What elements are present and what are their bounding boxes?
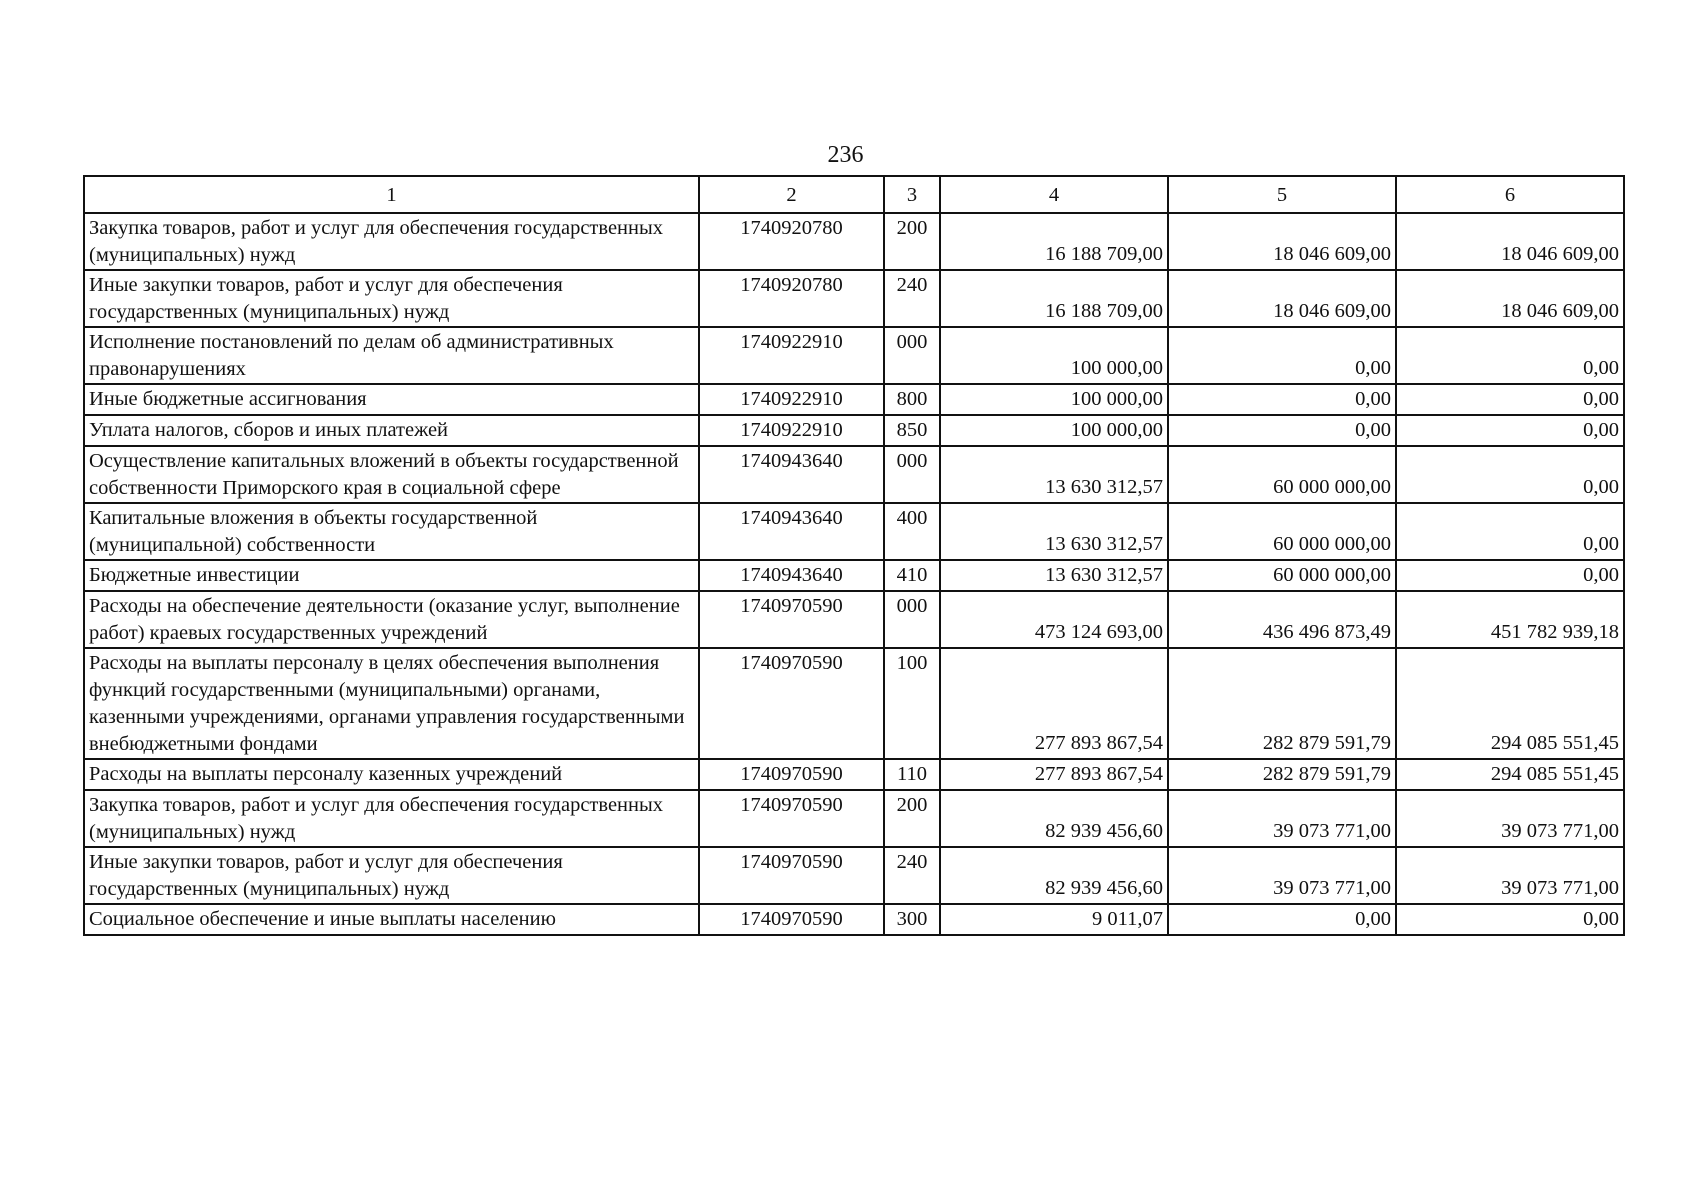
row-value-6-cell: 39 073 771,00 — [1396, 790, 1624, 847]
row-value-4-cell: 82 939 456,60 — [940, 847, 1168, 904]
row-value-6-cell: 294 085 551,45 — [1396, 648, 1624, 759]
row-value-5-cell: 18 046 609,00 — [1168, 270, 1396, 327]
table-row — [84, 790, 1624, 847]
row-value-4-cell: 100 000,00 — [940, 327, 1168, 384]
row-code-cell: 1740970590 — [699, 648, 884, 759]
row-code-cell: 1740922910 — [699, 415, 884, 446]
row-code-cell: 1740943640 — [699, 503, 884, 560]
row-value-5-cell: 0,00 — [1168, 327, 1396, 384]
row-code-cell: 1740943640 — [699, 560, 884, 591]
row-value-5-cell: 18 046 609,00 — [1168, 213, 1396, 270]
row-type-cell: 410 — [884, 560, 940, 591]
row-value-4-cell: 13 630 312,57 — [940, 503, 1168, 560]
row-code-cell: 1740922910 — [699, 327, 884, 384]
row-code-cell: 1740970590 — [699, 591, 884, 648]
row-name-cell: Закупка товаров, работ и услуг для обеспечения государственных (муниципальных) нужд — [84, 213, 699, 270]
row-type-cell: 850 — [884, 415, 940, 446]
row-value-4-cell: 9 011,07 — [940, 904, 1168, 935]
column-header: 5 — [1168, 176, 1396, 213]
row-code-cell: 1740970590 — [699, 847, 884, 904]
row-value-6-cell: 451 782 939,18 — [1396, 591, 1624, 648]
table-row — [84, 759, 1624, 790]
row-code-cell: 1740970590 — [699, 790, 884, 847]
table-row — [84, 648, 1624, 759]
table-row — [84, 415, 1624, 446]
row-value-5-cell: 60 000 000,00 — [1168, 503, 1396, 560]
row-type-cell: 800 — [884, 384, 940, 415]
row-value-4-cell: 473 124 693,00 — [940, 591, 1168, 648]
row-value-5-cell: 0,00 — [1168, 384, 1396, 415]
row-value-6-cell: 18 046 609,00 — [1396, 213, 1624, 270]
table-row — [84, 327, 1624, 384]
row-value-6-cell: 0,00 — [1396, 446, 1624, 503]
row-type-cell: 240 — [884, 270, 940, 327]
table-body — [84, 213, 1624, 935]
row-value-5-cell: 0,00 — [1168, 904, 1396, 935]
row-type-cell: 200 — [884, 213, 940, 270]
row-value-4-cell: 82 939 456,60 — [940, 790, 1168, 847]
column-header: 4 — [940, 176, 1168, 213]
row-value-5-cell: 60 000 000,00 — [1168, 560, 1396, 591]
row-type-cell: 100 — [884, 648, 940, 759]
row-value-6-cell: 39 073 771,00 — [1396, 847, 1624, 904]
column-header: 3 — [884, 176, 940, 213]
row-type-cell: 110 — [884, 759, 940, 790]
row-type-cell: 240 — [884, 847, 940, 904]
row-type-cell: 300 — [884, 904, 940, 935]
row-value-5-cell: 0,00 — [1168, 415, 1396, 446]
row-value-5-cell: 39 073 771,00 — [1168, 790, 1396, 847]
row-name-cell: Уплата налогов, сборов и иных платежей — [84, 415, 699, 446]
row-value-6-cell: 0,00 — [1396, 415, 1624, 446]
row-type-cell: 000 — [884, 591, 940, 648]
row-value-6-cell: 0,00 — [1396, 503, 1624, 560]
row-value-4-cell: 277 893 867,54 — [940, 648, 1168, 759]
table-row — [84, 213, 1624, 270]
row-value-6-cell: 0,00 — [1396, 384, 1624, 415]
row-value-5-cell: 436 496 873,49 — [1168, 591, 1396, 648]
table-row — [84, 560, 1624, 591]
row-value-4-cell: 16 188 709,00 — [940, 213, 1168, 270]
row-type-cell: 000 — [884, 327, 940, 384]
row-value-5-cell: 60 000 000,00 — [1168, 446, 1396, 503]
row-value-6-cell: 0,00 — [1396, 904, 1624, 935]
row-value-5-cell: 282 879 591,79 — [1168, 648, 1396, 759]
table-row — [84, 847, 1624, 904]
row-name-cell: Осуществление капитальных вложений в объекты государственной собственности Приморского края в социальной сфере — [84, 446, 699, 503]
table-row — [84, 270, 1624, 327]
table-row — [84, 591, 1624, 648]
row-code-cell: 1740920780 — [699, 213, 884, 270]
column-header: 6 — [1396, 176, 1624, 213]
row-value-4-cell: 100 000,00 — [940, 415, 1168, 446]
row-value-4-cell: 13 630 312,57 — [940, 446, 1168, 503]
row-name-cell: Расходы на выплаты персоналу в целях обеспечения выполнения функций государственными (муниципальными) органами, казенными учреждениями, органами управления государственными внебюджетными фондами — [84, 648, 699, 759]
row-name-cell: Иные закупки товаров, работ и услуг для обеспечения государственных (муниципальных) нужд — [84, 847, 699, 904]
row-value-6-cell: 0,00 — [1396, 327, 1624, 384]
row-name-cell: Бюджетные инвестиции — [84, 560, 699, 591]
column-header: 2 — [699, 176, 884, 213]
row-type-cell: 000 — [884, 446, 940, 503]
budget-table — [83, 175, 1625, 936]
header-row — [84, 176, 1624, 213]
row-name-cell: Закупка товаров, работ и услуг для обеспечения государственных (муниципальных) нужд — [84, 790, 699, 847]
table-row — [84, 503, 1624, 560]
row-value-5-cell: 39 073 771,00 — [1168, 847, 1396, 904]
row-type-cell: 400 — [884, 503, 940, 560]
column-header: 1 — [84, 176, 699, 213]
table-row — [84, 904, 1624, 935]
row-value-6-cell: 18 046 609,00 — [1396, 270, 1624, 327]
row-code-cell: 1740943640 — [699, 446, 884, 503]
row-value-5-cell: 282 879 591,79 — [1168, 759, 1396, 790]
row-name-cell: Расходы на обеспечение деятельности (оказание услуг, выполнение работ) краевых государственных учреждений — [84, 591, 699, 648]
row-value-4-cell: 100 000,00 — [940, 384, 1168, 415]
row-type-cell: 200 — [884, 790, 940, 847]
row-name-cell: Социальное обеспечение и иные выплаты населению — [84, 904, 699, 935]
row-code-cell: 1740970590 — [699, 759, 884, 790]
row-code-cell: 1740970590 — [699, 904, 884, 935]
table-row — [84, 384, 1624, 415]
row-value-4-cell: 13 630 312,57 — [940, 560, 1168, 591]
row-value-6-cell: 294 085 551,45 — [1396, 759, 1624, 790]
row-value-4-cell: 16 188 709,00 — [940, 270, 1168, 327]
row-code-cell: 1740920780 — [699, 270, 884, 327]
row-name-cell: Исполнение постановлений по делам об административных правонарушениях — [84, 327, 699, 384]
row-name-cell: Иные закупки товаров, работ и услуг для обеспечения государственных (муниципальных) нужд — [84, 270, 699, 327]
page-number: 236 — [827, 142, 864, 168]
table-row — [84, 446, 1624, 503]
row-value-6-cell: 0,00 — [1396, 560, 1624, 591]
row-value-4-cell: 277 893 867,54 — [940, 759, 1168, 790]
row-name-cell: Капитальные вложения в объекты государственной (муниципальной) собственности — [84, 503, 699, 560]
row-code-cell: 1740922910 — [699, 384, 884, 415]
row-name-cell: Расходы на выплаты персоналу казенных учреждений — [84, 759, 699, 790]
row-name-cell: Иные бюджетные ассигнования — [84, 384, 699, 415]
